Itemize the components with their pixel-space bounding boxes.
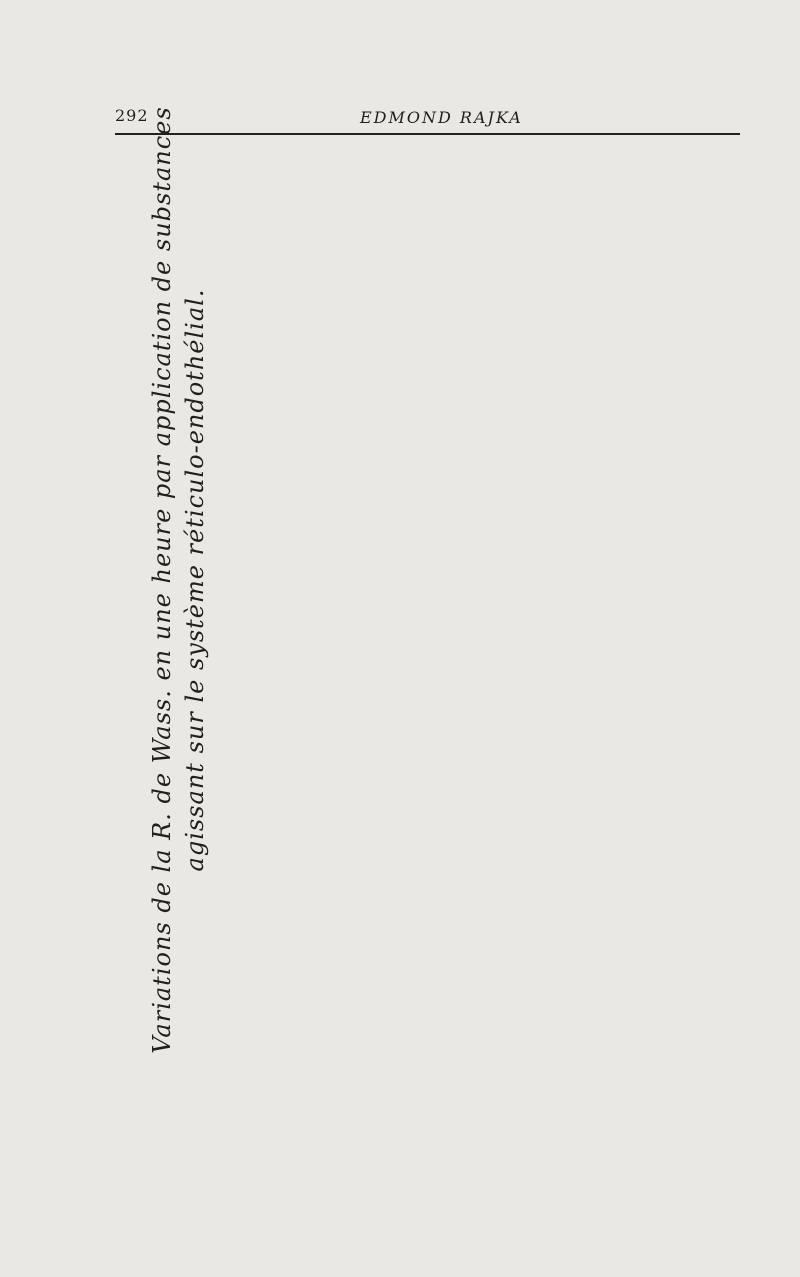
running-head: EDMOND RAJKA [360, 108, 523, 127]
table-title-line2: agissant sur le système réticulo-endothélial. [181, 288, 209, 872]
page-number: 292 [115, 106, 149, 125]
table-title-line1: Variations de la R. de Wass. en une heure par application de substances [148, 106, 176, 1054]
